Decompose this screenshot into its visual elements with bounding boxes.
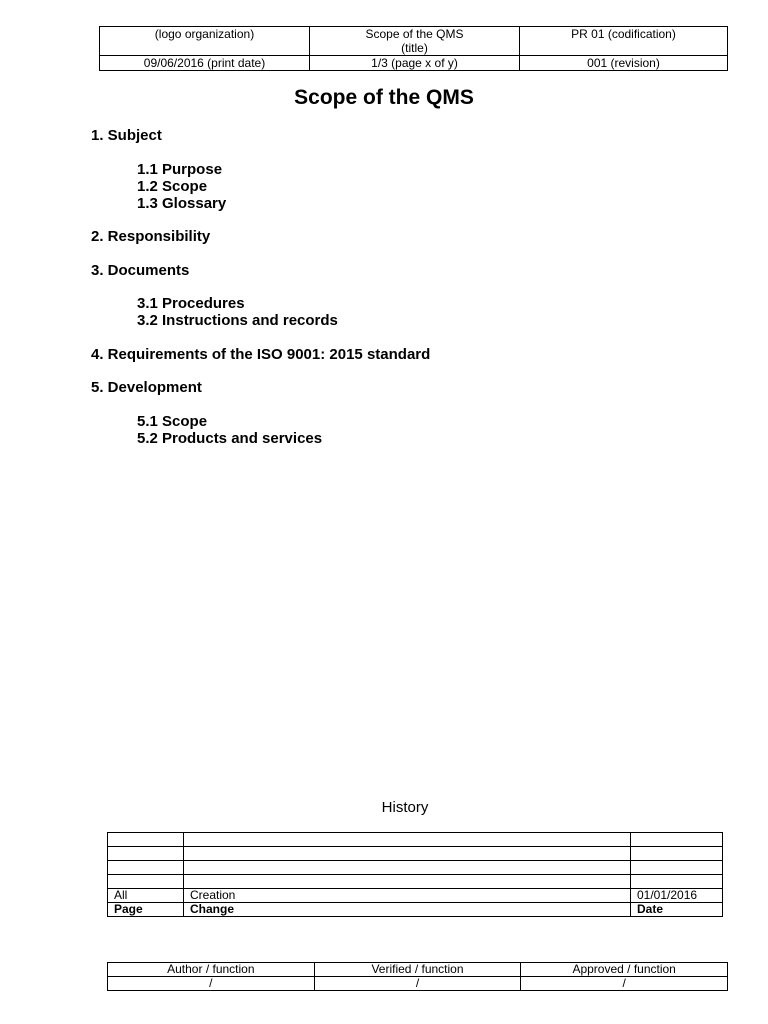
revision-cell: 001 (revision) [520, 56, 728, 71]
approved-header: Approved / function [521, 963, 728, 977]
toc-section-2: 2. Responsibility [91, 228, 211, 245]
toc-section-3: 3. Documents [91, 261, 190, 279]
toc-section-5-1: 5.1 Scope [137, 412, 208, 430]
title-cell [310, 27, 520, 56]
document-title: Scope of the QMS [294, 86, 474, 109]
signature-table [107, 962, 728, 991]
toc-section-1-2: 1.2 Scope [137, 177, 208, 195]
toc-section-1: 1. Subject [91, 127, 162, 144]
history-change-cell: Creation [184, 889, 631, 903]
codification-cell: PR 01 (codification) [520, 27, 728, 56]
history-date-cell: 01/01/2016 [631, 889, 723, 903]
history-heading: History [381, 799, 429, 816]
logo-cell: (logo organization) [100, 27, 310, 56]
history-col-date: Date [631, 903, 723, 917]
table-row [108, 833, 723, 847]
header-table [99, 26, 728, 71]
table-row [108, 847, 723, 861]
author-value: / [108, 977, 315, 991]
author-header: Author / function [108, 963, 315, 977]
history-table [107, 832, 723, 917]
toc-section-5: 5. Development [91, 379, 202, 396]
history-col-page: Page [108, 903, 184, 917]
table-row [108, 889, 723, 903]
toc-section-4: 4. Requirements of the ISO 9001: 2015 standard [91, 345, 431, 363]
history-page-cell: All [108, 889, 184, 903]
table-row [108, 861, 723, 875]
table-row [108, 875, 723, 889]
verified-header: Verified / function [314, 963, 521, 977]
history-col-change: Change [184, 903, 631, 917]
print-date-cell: 09/06/2016 (print date) [100, 56, 310, 71]
toc-section-1-1: 1.1 Purpose [137, 160, 223, 178]
toc-section-5-2: 5.2 Products and services [137, 429, 323, 447]
approved-value: / [521, 977, 728, 991]
history-header-row [108, 903, 723, 917]
verified-value: / [314, 977, 521, 991]
title-cell-line1: Scope of the QMS [365, 27, 464, 41]
page-number-cell: 1/3 (page x of y) [310, 56, 520, 71]
table-of-contents [91, 127, 430, 447]
toc-section-1-3: 1.3 Glossary [137, 194, 227, 212]
toc-section-3-1: 3.1 Procedures [137, 295, 245, 312]
toc-section-3-2: 3.2 Instructions and records [137, 312, 338, 329]
title-cell-line2: (title) [401, 41, 428, 55]
